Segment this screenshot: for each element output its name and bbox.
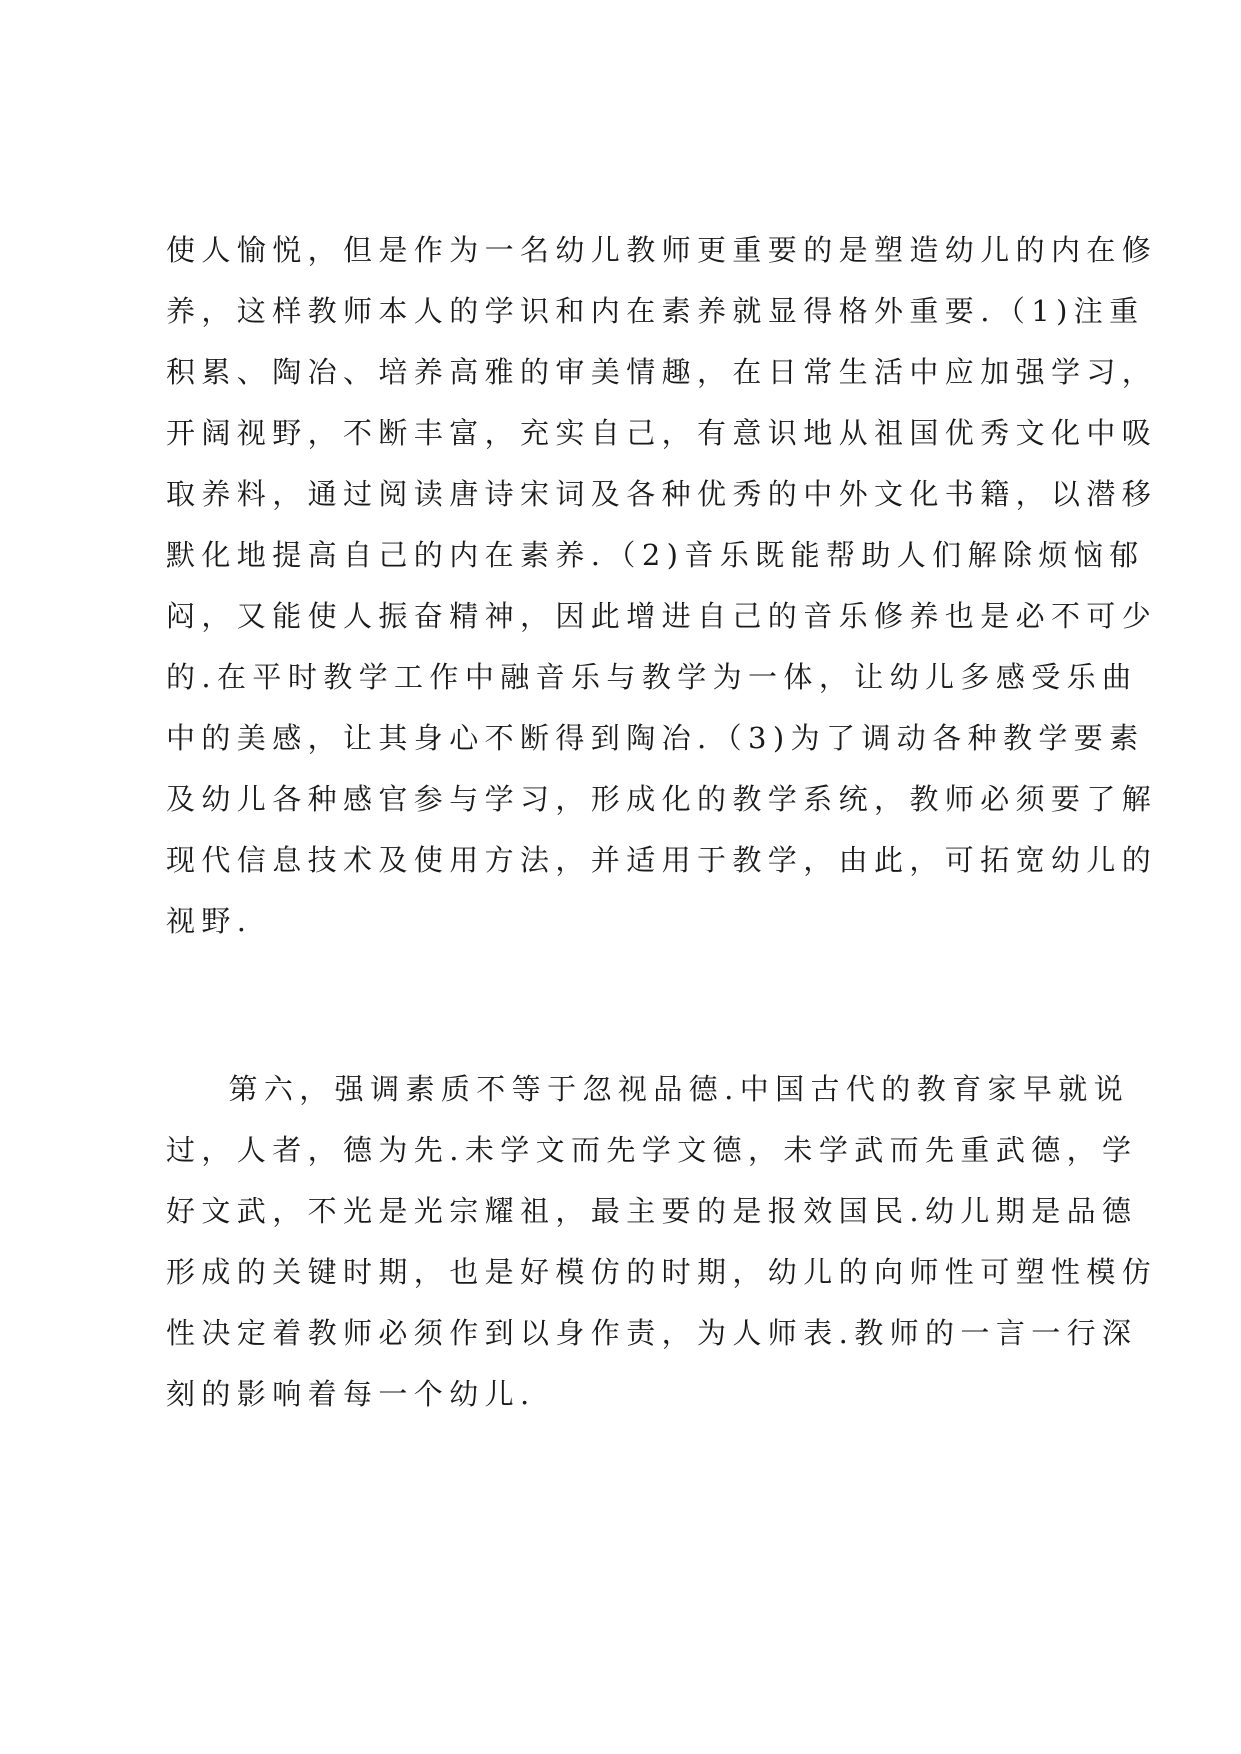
text-line: 刻的影响着每一个幼儿. (166, 1377, 536, 1411)
text-line: 过，人者，德为先.未学文而先学文德，未学武而先重武德，学 (166, 1133, 1138, 1167)
text-line: 默化地提高自己的内在素养.（2)音乐既能帮助人们解除烦恼郁 (166, 538, 1145, 572)
text-line: 性决定着教师必须作到以身作责，为人师表.教师的一言一行深 (166, 1316, 1138, 1350)
text-line: 好文武，不光是光宗耀祖，最主要的是报效国民.幼儿期是品德 (166, 1194, 1138, 1228)
text-line: 第六，强调素质不等于忽视品德.中国古代的教育家早就说 (166, 1072, 1130, 1106)
text-line: 取养料，通过阅读唐诗宋词及各种优秀的中外文化书籍，以潜移 (166, 477, 1158, 511)
text-line: 养，这样教师本人的学识和内在素养就显得格外重要.（1)注重 (166, 294, 1145, 328)
text-line: 开阔视野，不断丰富，充实自己，有意识地从祖国优秀文化中吸 (166, 416, 1158, 450)
text-line: 现代信息技术及使用方法，并适用于教学，由此，可拓宽幼儿的 (166, 843, 1158, 877)
text-line: 形成的关键时期，也是好模仿的时期，幼儿的向师性可塑性模仿 (166, 1255, 1158, 1289)
text-line: 及幼儿各种感官参与学习，形成化的教学系统，教师必须要了解 (166, 782, 1158, 816)
text-line: 的.在平时教学工作中融音乐与教学为一体，让幼儿多感受乐曲 (166, 660, 1138, 694)
text-line: 视野. (166, 904, 253, 938)
text-line: 闷，又能使人振奋精神，因此增进自己的音乐修养也是必不可少 (166, 599, 1158, 633)
text-line: 使人愉悦，但是作为一名幼儿教师更重要的是塑造幼儿的内在修 (166, 233, 1158, 267)
paragraph-teacher-cultivation (166, 220, 1158, 952)
text-line: 中的美感，让其身心不断得到陶冶.（3)为了调动各种教学要素 (166, 721, 1145, 755)
text-line: 积累、陶冶、培养高雅的审美情趣，在日常生活中应加强学习， (166, 355, 1158, 389)
paragraph-moral-character (166, 1059, 1158, 1425)
